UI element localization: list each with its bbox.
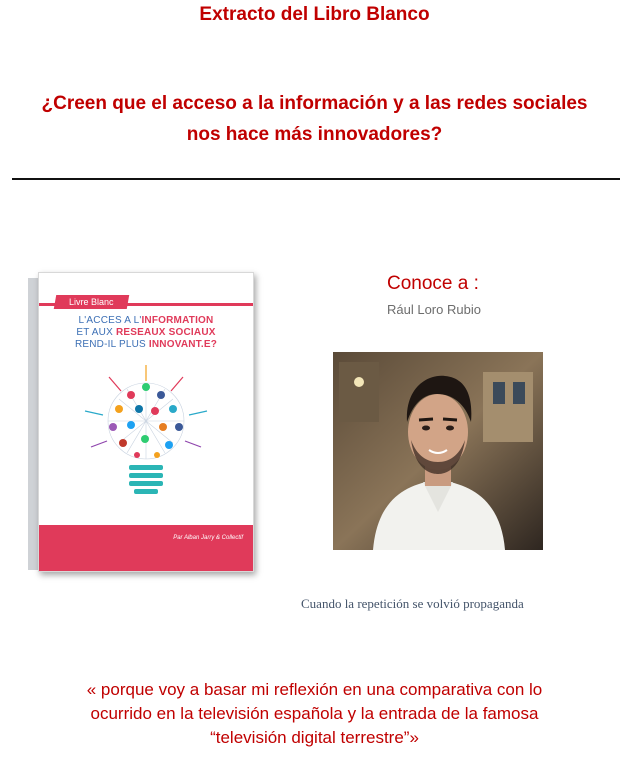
lightbulb-network-icon [79, 359, 213, 509]
quote-line-2: ocurrido en la televisión española y la entrada de la famosa [90, 704, 539, 723]
portrait-image [333, 352, 543, 550]
quote-line-3: “televisión digital terrestre”» [210, 728, 419, 747]
page-title: Extracto del Libro Blanco [199, 4, 430, 25]
quote-block [0, 678, 629, 750]
question-heading [0, 88, 629, 150]
profile-heading: Conoce a : [387, 273, 479, 294]
book-author: Par Alban Jarry & Collectif [173, 535, 243, 541]
profile-photo [333, 352, 543, 550]
photo-caption: Cuando la repetición se volvió propaganda [301, 596, 524, 611]
quote-line-1: « porque voy a basar mi reflexión en una comparativa con lo [86, 680, 543, 699]
book-title: L'ACCES A L'INFORMATION ET AUX RESEAUX SOCIAUX REND-IL PLUS INNOVANT.E? [74, 315, 218, 350]
book-front-cover [38, 272, 254, 572]
question-line-2: nos hace más innovadores? [186, 124, 443, 145]
question-line-1: ¿Creen que el acceso a la información y a las redes sociales [41, 93, 588, 114]
book-label: Livre Blanc [54, 295, 129, 309]
book-cover-image [28, 272, 254, 574]
horizontal-divider [12, 178, 620, 180]
profile-name: Rául Loro Rubio [387, 302, 481, 317]
cover-bottom-bar [39, 525, 253, 571]
